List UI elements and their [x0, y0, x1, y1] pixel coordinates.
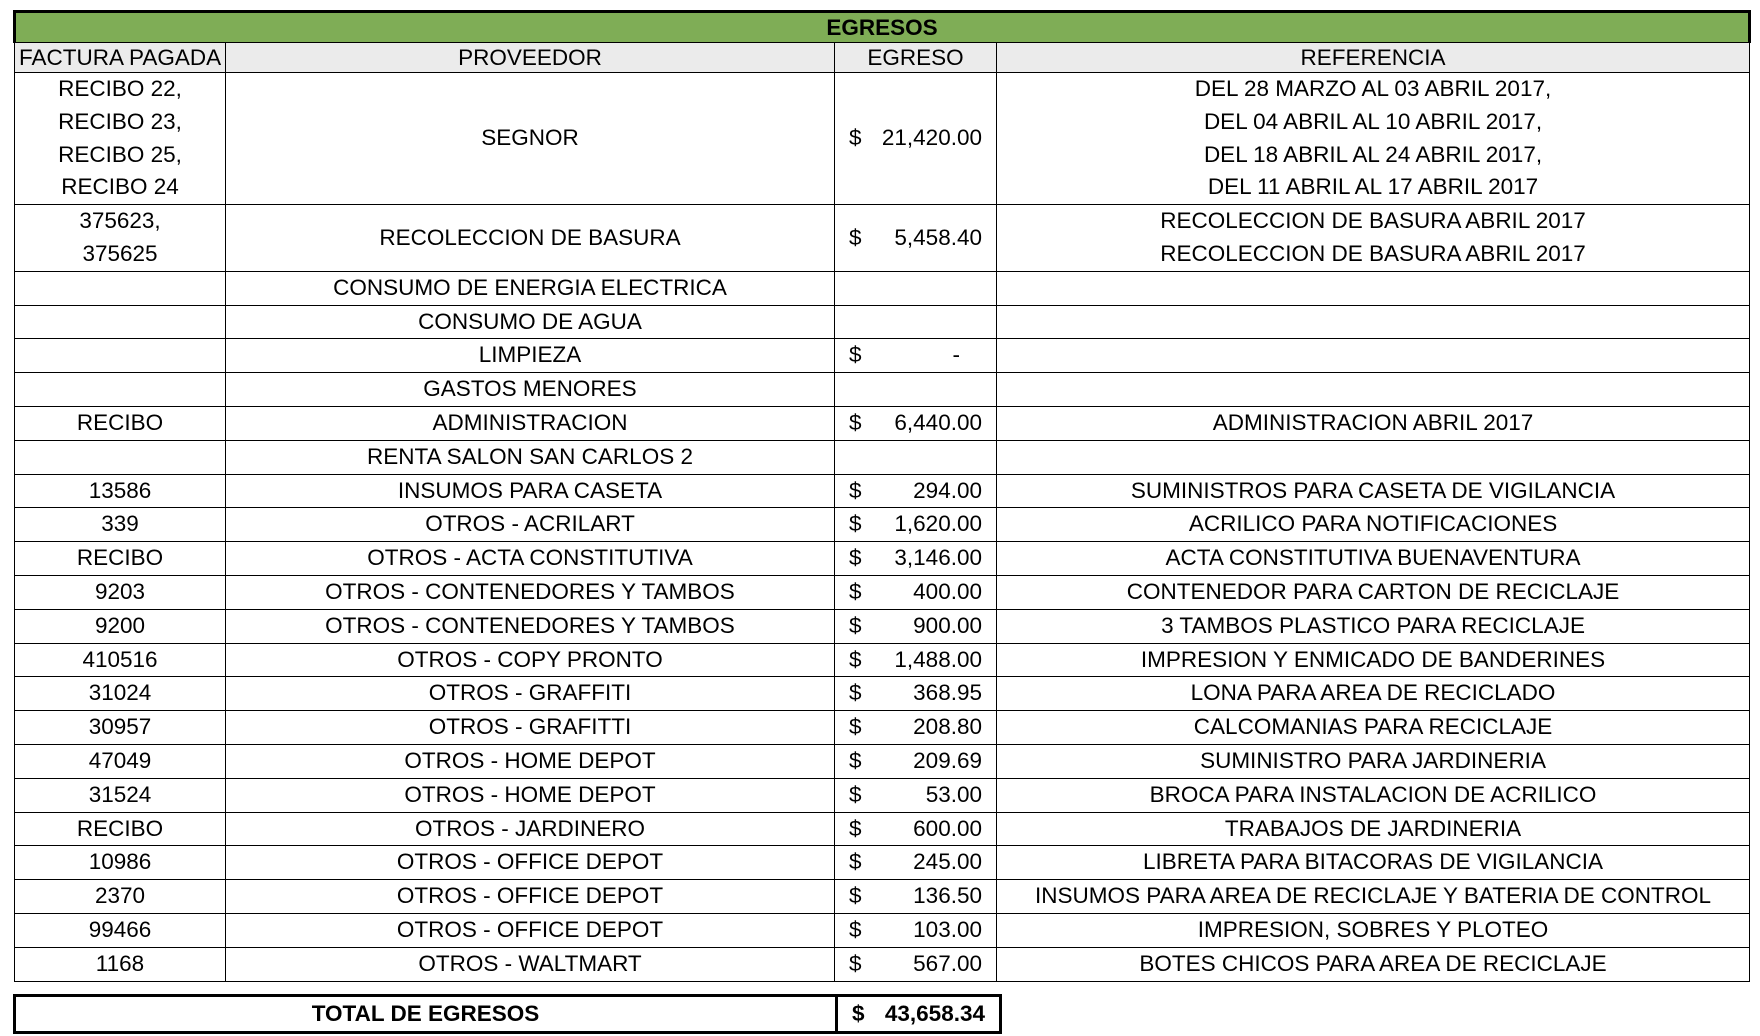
referencia-cell-line: DEL 28 MARZO AL 03 ABRIL 2017, — [1194, 76, 1552, 101]
factura-cell-line: 375623, — [79, 208, 161, 234]
table-row — [15, 812, 1750, 846]
egreso-cell — [835, 406, 997, 440]
egreso-cell — [835, 339, 997, 373]
factura-cell-line: 9203 — [94, 578, 146, 604]
referencia-cell-line: CONTENEDOR PARA CARTON DE RECICLAJE — [1126, 578, 1620, 604]
total-amount: 43,658.34 — [884, 1001, 985, 1026]
egreso-cell — [835, 643, 997, 677]
table-row — [15, 711, 1750, 745]
referencia-cell-line: INSUMOS PARA AREA DE RECICLAJE Y BATERIA DE CONTROL — [1035, 883, 1712, 909]
proveedor-cell: ADMINISTRACION — [226, 406, 835, 440]
proveedor-cell: INSUMOS PARA CASETA — [226, 474, 835, 508]
table-row — [15, 677, 1750, 711]
egreso-amount: 1,620.00 — [894, 511, 982, 537]
referencia-cell-line: SUMINISTRO PARA JARDINERIA — [1200, 747, 1546, 773]
referencia-cell-line: CALCOMANIAS PARA RECICLAJE — [1193, 714, 1553, 740]
egreso-cell — [835, 474, 997, 508]
egreso-cell — [835, 913, 997, 947]
referencia-cell-line: LONA PARA AREA DE RECICLADO — [1190, 680, 1556, 706]
egreso-amount: 136.50 — [913, 883, 982, 909]
egreso-cell — [835, 947, 997, 981]
egreso-cell — [835, 744, 997, 778]
factura-cell — [15, 846, 226, 880]
table-row — [15, 913, 1750, 947]
table-row — [15, 339, 1750, 373]
table-row — [15, 947, 1750, 981]
referencia-cell — [997, 744, 1750, 778]
factura-cell-line: 9200 — [94, 612, 146, 638]
referencia-cell — [997, 846, 1750, 880]
table-row — [15, 542, 1750, 576]
egreso-cell — [835, 880, 997, 914]
egreso-cell — [835, 305, 997, 339]
referencia-cell — [997, 339, 1750, 373]
proveedor-cell: CONSUMO DE ENERGIA ELECTRICA — [226, 271, 835, 305]
egreso-amount: 53.00 — [925, 781, 982, 807]
currency-symbol: $ — [849, 342, 862, 368]
factura-cell-line: 10986 — [88, 849, 152, 875]
factura-cell-line: 99466 — [88, 916, 152, 942]
proveedor-cell: OTROS - ACTA CONSTITUTIVA — [226, 542, 835, 576]
factura-cell — [15, 812, 226, 846]
table-row — [15, 744, 1750, 778]
table-row — [15, 846, 1750, 880]
factura-cell-line: 47049 — [88, 747, 152, 773]
currency-symbol: $ — [849, 125, 862, 151]
table-row — [15, 643, 1750, 677]
factura-cell — [15, 778, 226, 812]
referencia-cell-line: DEL 04 ABRIL AL 10 ABRIL 2017, — [1203, 108, 1543, 134]
egresos-table — [13, 10, 1751, 982]
referencia-cell-line: TRABAJOS DE JARDINERIA — [1224, 815, 1522, 841]
egreso-amount: 900.00 — [913, 612, 982, 638]
referencia-cell — [997, 440, 1750, 474]
total-currency: $ — [852, 1001, 865, 1026]
factura-cell — [15, 575, 226, 609]
referencia-cell-line: ACTA CONSTITUTIVA BUENAVENTURA — [1165, 545, 1581, 571]
table-row — [15, 778, 1750, 812]
referencia-cell — [997, 575, 1750, 609]
currency-symbol: $ — [849, 950, 862, 976]
egreso-amount: 103.00 — [913, 916, 982, 942]
referencia-cell — [997, 406, 1750, 440]
header-referencia: REFERENCIA — [997, 43, 1750, 73]
factura-cell — [15, 339, 226, 373]
proveedor-cell: GASTOS MENORES — [226, 373, 835, 407]
table-row — [15, 508, 1750, 542]
referencia-cell — [997, 508, 1750, 542]
egreso-cell — [835, 508, 997, 542]
table-row — [15, 271, 1750, 305]
factura-cell-line: RECIBO — [76, 815, 164, 841]
table-row — [15, 440, 1750, 474]
referencia-cell-line: DEL 18 ABRIL AL 24 ABRIL 2017, — [1203, 141, 1543, 167]
egreso-amount: 208.80 — [913, 714, 982, 740]
header-row — [15, 43, 1750, 73]
currency-symbol: $ — [849, 612, 862, 638]
currency-symbol: $ — [849, 815, 862, 841]
currency-symbol: $ — [849, 849, 862, 875]
factura-cell-line: RECIBO 22, — [58, 76, 182, 101]
referencia-cell — [997, 271, 1750, 305]
egreso-cell — [835, 846, 997, 880]
factura-cell-line: RECIBO 23, — [58, 108, 182, 134]
factura-cell — [15, 508, 226, 542]
table-row — [15, 880, 1750, 914]
egreso-amount: 5,458.40 — [894, 224, 982, 250]
proveedor-cell: RENTA SALON SAN CARLOS 2 — [226, 440, 835, 474]
proveedor-cell: OTROS - ACRILART — [226, 508, 835, 542]
egreso-cell — [835, 677, 997, 711]
factura-cell-line: 31024 — [88, 680, 152, 706]
table-row — [15, 373, 1750, 407]
factura-cell-line: 30957 — [88, 714, 152, 740]
referencia-cell — [997, 305, 1750, 339]
table-row — [15, 474, 1750, 508]
egreso-amount: 294.00 — [913, 477, 982, 503]
egreso-amount: 1,488.00 — [894, 646, 982, 672]
proveedor-cell: OTROS - GRAFITTI — [226, 711, 835, 745]
referencia-cell-line: BROCA PARA INSTALACION DE ACRILICO — [1149, 781, 1597, 807]
referencia-cell — [997, 205, 1750, 272]
factura-cell — [15, 542, 226, 576]
egreso-cell — [835, 711, 997, 745]
factura-cell — [15, 643, 226, 677]
referencia-cell-line: RECOLECCION DE BASURA ABRIL 2017 — [1160, 208, 1586, 234]
banner-row — [15, 12, 1750, 43]
factura-cell — [15, 711, 226, 745]
egreso-cell — [835, 440, 997, 474]
total-table — [13, 994, 1002, 1034]
referencia-cell-line: IMPRESION, SOBRES Y PLOTEO — [1197, 916, 1549, 942]
referencia-cell-line: ACRILICO PARA NOTIFICACIONES — [1188, 511, 1558, 537]
referencia-cell — [997, 373, 1750, 407]
factura-cell-line: RECIBO — [76, 545, 164, 571]
currency-symbol: $ — [849, 747, 862, 773]
table-row — [15, 305, 1750, 339]
proveedor-cell: SEGNOR — [226, 73, 835, 205]
proveedor-cell: RECOLECCION DE BASURA — [226, 205, 835, 272]
referencia-cell — [997, 913, 1750, 947]
referencia-cell — [997, 778, 1750, 812]
table-row — [15, 575, 1750, 609]
factura-cell — [15, 744, 226, 778]
factura-cell — [15, 73, 226, 205]
egreso-amount: 245.00 — [913, 849, 982, 875]
egreso-cell — [835, 373, 997, 407]
egreso-amount: 21,420.00 — [881, 125, 982, 151]
currency-symbol: $ — [849, 545, 862, 571]
currency-symbol: $ — [849, 680, 862, 706]
referencia-cell-line: IMPRESION Y ENMICADO DE BANDERINES — [1140, 646, 1606, 672]
factura-cell — [15, 677, 226, 711]
egreso-amount: 400.00 — [913, 578, 982, 604]
currency-symbol: $ — [849, 409, 862, 435]
referencia-cell — [997, 711, 1750, 745]
egreso-amount: 600.00 — [913, 815, 982, 841]
proveedor-cell: LIMPIEZA — [226, 339, 835, 373]
factura-cell-line: RECIBO — [76, 409, 164, 435]
factura-cell — [15, 271, 226, 305]
egreso-cell — [835, 609, 997, 643]
referencia-cell — [997, 609, 1750, 643]
proveedor-cell: CONSUMO DE AGUA — [226, 305, 835, 339]
referencia-cell-line: RECOLECCION DE BASURA ABRIL 2017 — [1160, 240, 1586, 266]
factura-cell — [15, 609, 226, 643]
factura-cell — [15, 913, 226, 947]
proveedor-cell: OTROS - HOME DEPOT — [226, 744, 835, 778]
proveedor-cell: OTROS - OFFICE DEPOT — [226, 880, 835, 914]
factura-cell — [15, 305, 226, 339]
referencia-cell — [997, 474, 1750, 508]
factura-cell-line: 31524 — [88, 781, 152, 807]
egreso-cell — [835, 812, 997, 846]
referencia-cell-line: LIBRETA PARA BITACORAS DE VIGILANCIA — [1142, 849, 1604, 875]
factura-cell-line: 13586 — [88, 477, 152, 503]
egreso-amount: 368.95 — [913, 680, 982, 706]
table-body — [15, 73, 1750, 982]
factura-cell-line: 410516 — [82, 646, 158, 672]
egreso-cell — [835, 575, 997, 609]
egreso-cell — [835, 778, 997, 812]
proveedor-cell: OTROS - CONTENEDORES Y TAMBOS — [226, 575, 835, 609]
proveedor-cell: OTROS - HOME DEPOT — [226, 778, 835, 812]
factura-cell — [15, 406, 226, 440]
referencia-cell — [997, 880, 1750, 914]
total-amount-cell — [837, 996, 1001, 1033]
egreso-amount: 3,146.00 — [894, 545, 982, 571]
proveedor-cell: OTROS - OFFICE DEPOT — [226, 913, 835, 947]
factura-cell-line: RECIBO 25, — [58, 141, 182, 167]
factura-cell — [15, 880, 226, 914]
factura-cell — [15, 373, 226, 407]
proveedor-cell: OTROS - CONTENEDORES Y TAMBOS — [226, 609, 835, 643]
currency-symbol: $ — [849, 578, 862, 604]
referencia-cell-line: DEL 11 ABRIL AL 17 ABRIL 2017 — [1207, 174, 1539, 200]
factura-cell-line: 339 — [101, 511, 139, 537]
factura-cell — [15, 947, 226, 981]
factura-cell — [15, 440, 226, 474]
referencia-cell — [997, 812, 1750, 846]
egreso-amount: - — [952, 342, 960, 368]
factura-cell-line: 375625 — [82, 240, 158, 266]
currency-symbol: $ — [849, 714, 862, 740]
total-row — [15, 996, 1001, 1033]
egreso-amount: 6,440.00 — [894, 409, 982, 435]
currency-symbol: $ — [849, 883, 862, 909]
currency-symbol: $ — [849, 224, 862, 250]
referencia-cell-line: 3 TAMBOS PLASTICO PARA RECICLAJE — [1161, 612, 1585, 638]
egreso-cell — [835, 73, 997, 205]
factura-cell-line: 1168 — [95, 950, 145, 976]
currency-symbol: $ — [849, 781, 862, 807]
egreso-cell — [835, 542, 997, 576]
egreso-amount: 567.00 — [913, 950, 982, 976]
referencia-cell-line: SUMINISTROS PARA CASETA DE VIGILANCIA — [1130, 477, 1616, 503]
table-row — [15, 205, 1750, 272]
factura-cell — [15, 205, 226, 272]
egreso-amount: 209.69 — [913, 747, 982, 773]
proveedor-cell: OTROS - COPY PRONTO — [226, 643, 835, 677]
factura-cell-line: 2370 — [94, 883, 146, 909]
referencia-cell — [997, 542, 1750, 576]
table-row — [15, 406, 1750, 440]
egreso-cell — [835, 205, 997, 272]
proveedor-cell: OTROS - WALTMART — [226, 947, 835, 981]
proveedor-cell: OTROS - OFFICE DEPOT — [226, 846, 835, 880]
referencia-cell — [997, 677, 1750, 711]
egreso-cell — [835, 271, 997, 305]
referencia-cell-line: ADMINISTRACION ABRIL 2017 — [1212, 409, 1534, 435]
header-proveedor: PROVEEDOR — [226, 43, 835, 73]
referencia-cell — [997, 73, 1750, 205]
currency-symbol: $ — [849, 511, 862, 537]
proveedor-cell: OTROS - JARDINERO — [226, 812, 835, 846]
currency-symbol: $ — [849, 646, 862, 672]
referencia-cell — [997, 947, 1750, 981]
header-egreso: EGRESO — [835, 43, 997, 73]
factura-cell — [15, 474, 226, 508]
total-label: TOTAL DE EGRESOS — [15, 996, 837, 1033]
currency-symbol: $ — [849, 477, 862, 503]
proveedor-cell: OTROS - GRAFFITI — [226, 677, 835, 711]
header-factura: FACTURA PAGADA — [15, 43, 226, 73]
table-title: EGRESOS — [15, 12, 1750, 43]
referencia-cell — [997, 643, 1750, 677]
factura-cell-line: RECIBO 24 — [61, 174, 179, 200]
referencia-cell-line: BOTES CHICOS PARA AREA DE RECICLAJE — [1139, 950, 1607, 976]
table-row — [15, 609, 1750, 643]
table-row — [15, 73, 1750, 205]
currency-symbol: $ — [849, 916, 862, 942]
